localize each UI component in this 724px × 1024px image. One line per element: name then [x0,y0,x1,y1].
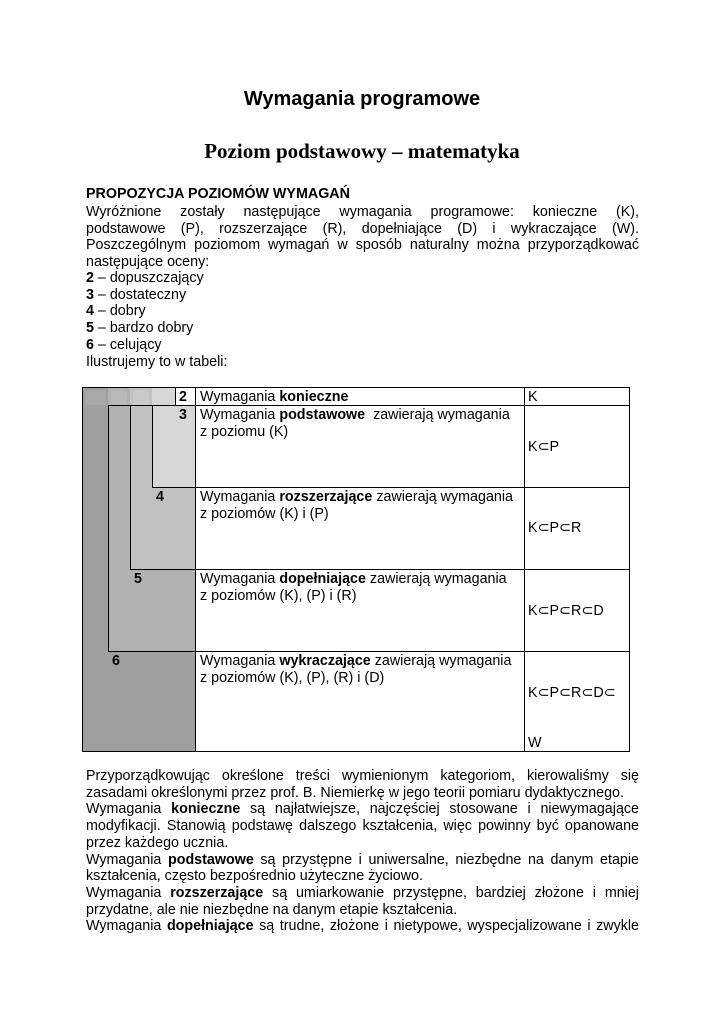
grade-item: 2 – dopuszczający [86,270,204,286]
body-line: Wymagania podstawowe są przystępne i uniwersalne, niezbędne na danym etapie [86,851,639,868]
table-border [82,751,630,752]
table-row-line [152,487,630,488]
intro-line: Wyróżnione zostały następujące wymagania programowe: konieczne (K), [86,204,639,220]
requirement-symbol: K⊂P⊂R⊂D [528,603,604,619]
grade-item: 5 – bardzo dobry [86,320,194,337]
page-title: Wymagania programowe [243,88,481,110]
requirement-description: Wymagania konieczne [200,389,349,405]
table-border [82,387,630,388]
table-row-line [130,569,630,570]
body-line: Przyporządkowując określone treści wymienionym kategoriom, kierowaliśmy się [86,768,639,784]
stair-line [130,405,131,570]
header-mark [86,390,106,405]
level-number: 4 [156,489,164,505]
level-number: 6 [112,653,120,669]
requirement-symbol: W [528,735,542,751]
intro-line: następujące oceny: [86,254,210,271]
requirement-symbol: K⊂P [528,439,560,455]
grade-item: 6 – celujący [86,336,162,353]
stair-line [152,405,176,406]
body-line: przydatne, ale nie niezbędne na danym etapie kształcenia. [86,901,458,918]
intro-line: Poszczególnym poziomom wymagań w sposób naturalny można przyporządkować [86,237,639,254]
stair-line [175,387,176,406]
body-line: kształcenia, często bezpośrednio użyteczne życiowo. [86,868,423,885]
body-line: Wymagania rozszerzające są umiarkowanie przystępne, bardziej złożone i mniej [86,884,639,901]
requirement-description: Wymagania wykraczające zawierają wymagania z poziomów (K), (P), (R) i (D) [200,653,512,686]
illustrate-line: Ilustrujemy to w tabeli: [86,354,228,370]
level-number: 5 [134,571,142,587]
body-line: Wymagania dopełniające są trudne, złożone i nietypowe, wyspecjalizowane i zwykle [86,918,639,935]
requirement-description: Wymagania podstawowe zawierają wymagania z poziomu (K) [200,407,510,440]
level-number: 2 [179,389,187,405]
stair-line [152,405,153,488]
body-line: zasadami określonymi przez prof. B. Niemierkę w jego teorii pomiaru dydaktycznego. [86,784,624,801]
grade-list [86,270,639,353]
requirement-symbol: K⊂P⊂R [528,520,582,536]
header-mark [133,390,149,405]
page-subtitle: Poziom podstawowy – matematyka [204,139,520,163]
body-line: modyfikacji. Stanowią podstawę dalszego kształcenia, więc powinny być opanowane [86,818,639,835]
stair-line [130,405,153,406]
grade-item: 3 – dostateczny [86,286,187,303]
table-row-line [108,651,630,652]
level-number: 3 [179,407,187,423]
grade-item: 4 – dobry [86,303,146,320]
table-border [82,387,83,752]
intro-line: podstawowe (P), rozszerzające (R), dopełniające (D) i wykraczające (W). [86,220,639,237]
requirement-symbol: K⊂P⊂R⊂D⊂ [528,685,616,701]
stair-line [108,405,131,406]
body-text [86,768,639,935]
body-line: przez każdego ucznia. [86,834,229,851]
section-heading: PROPOZYCJA POZIOMÓW WYMAGAŃ [86,186,350,202]
requirement-description: Wymagania rozszerzające zawierają wymagania z poziomów (K) i (P) [200,489,513,522]
intro-paragraph [86,204,639,271]
requirement-symbol: K [528,389,538,405]
header-mark [111,390,127,405]
body-line: Wymagania konieczne są najłatwiejsze, najczęściej stosowane i niewymagające [86,801,639,818]
stair-line [108,405,109,652]
requirement-description: Wymagania dopełniające zawierają wymagania z poziomów (K), (P) i (R) [200,571,507,604]
